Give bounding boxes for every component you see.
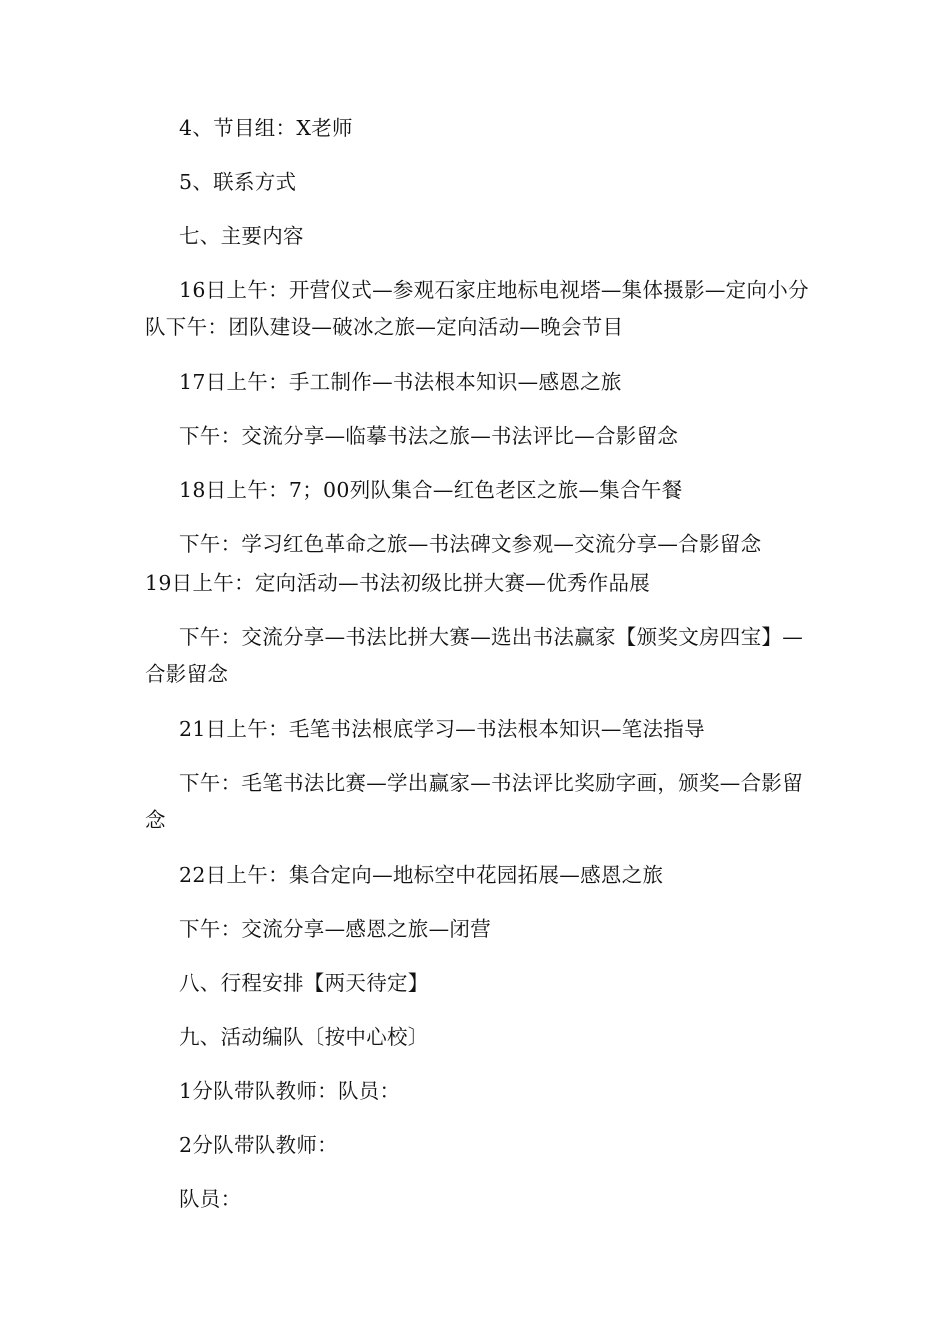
paragraph-team2: 2分队带队教师： <box>179 1133 338 1157</box>
paragraph-contact: 5、联系方式 <box>179 170 297 194</box>
paragraph-day17-morning: 17日上午：手工制作—书法根本知识—感恩之旅 <box>179 370 622 394</box>
heading-main-content: 七、主要内容 <box>179 224 304 248</box>
paragraph-day18-morning: 18日上午：7；00列队集合—红色老区之旅—集合午餐 <box>179 478 683 502</box>
paragraph-day22-morning: 22日上午：集合定向—地标空中花园拓展—感恩之旅 <box>179 863 664 887</box>
heading-team-formation: 九、活动编队〔按中心校〕 <box>179 1025 429 1049</box>
paragraph-day18-afternoon: 下午：学习红色革命之旅—书法碑文参观—交流分享—合影留念 <box>179 532 762 556</box>
paragraph-team-members: 队员： <box>179 1187 242 1211</box>
paragraph-program-group: 4、节目组：X老师 <box>179 116 353 140</box>
paragraph-team1: 1分队带队教师：队员： <box>179 1079 401 1103</box>
paragraph-day19-morning: 19日上午：定向活动—书法初级比拼大赛—优秀作品展 <box>145 571 651 595</box>
paragraph-day19-afternoon: 下午：交流分享—书法比拼大赛—选出书法赢家【颁奖文房四宝】—合影留念 <box>145 625 803 686</box>
paragraph-day17-afternoon: 下午：交流分享—临摹书法之旅—书法评比—合影留念 <box>179 424 679 448</box>
paragraph-day16: 16日上午：开营仪式—参观石家庄地标电视塔—集体摄影—定向小分队下午：团队建设—破冰之旅—定向活动—晚会节目 <box>145 278 809 339</box>
paragraph-day21-afternoon: 下午：毛笔书法比赛—学出赢家—书法评比奖励字画，颁奖—合影留念 <box>145 771 803 832</box>
paragraph-day21-morning: 21日上午：毛笔书法根底学习—书法根本知识—笔法指导 <box>179 717 705 741</box>
paragraph-day22-afternoon: 下午：交流分享—感恩之旅—闭营 <box>179 917 491 941</box>
heading-schedule: 八、行程安排【两天待定】 <box>179 971 429 995</box>
